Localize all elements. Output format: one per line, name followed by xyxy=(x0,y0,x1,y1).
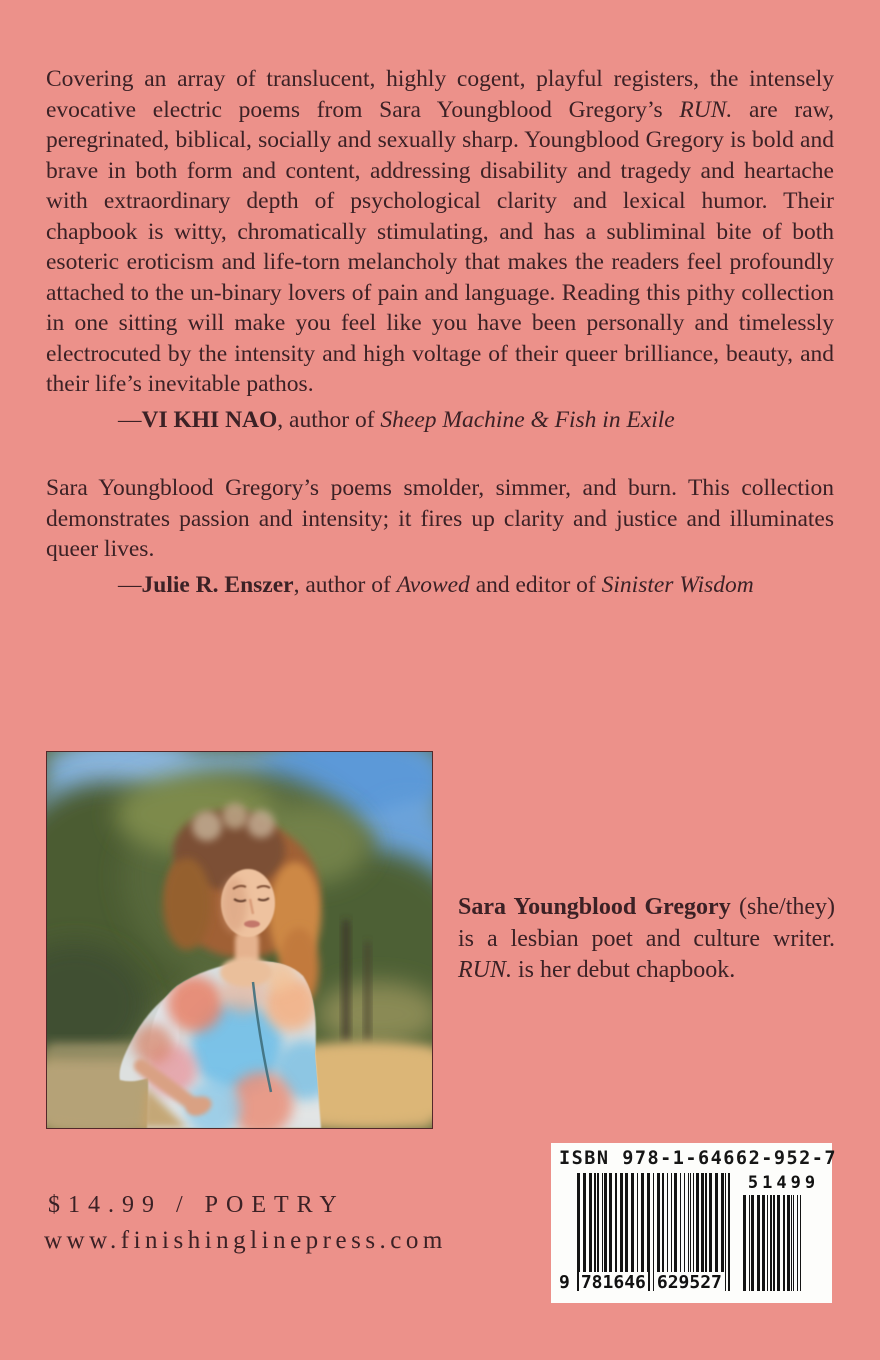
ean-group-1: 781646 xyxy=(580,1272,646,1293)
addon-bars xyxy=(743,1195,824,1291)
blurb-1: Covering an array of translucent, highly cogent, playful registers, the intensely evocative electric poems from Sara Youngblood Gregory’s RUN. are raw, peregrinated, biblical, socially and sexually sharp. Youngblood Gregory is bold and brave in both form and content, addressing disability and tragedy and heartache with extraordinary depth of psychological clarity and lexical humor. Their chapbook is witty, chromatically stimulating, and has a subliminal bite of both esoteric eroticism and life-torn melancholy that makes the readers feel profoundly attached to the un-binary lovers of pain and language. Reading this pithy collection in one sitting will make you feel like you have been personally and timelessly electrocuted by the intensity and high voltage of their queer brilliance, beauty, and their life’s inevitable pathos. xyxy=(46,66,834,397)
blurb-section xyxy=(46,64,834,600)
ean-digits xyxy=(559,1272,733,1293)
price-genre-label: $14.99 / POETRY xyxy=(48,1192,345,1218)
publisher-website: www.finishinglinepress.com xyxy=(44,1227,447,1254)
isbn-label: ISBN 978-1-64662-952-7 xyxy=(559,1148,838,1169)
ean-left-digit: 9 xyxy=(559,1272,570,1293)
ean-group-2: 629527 xyxy=(656,1272,722,1293)
blurb-1-attribution: —VI KHI NAO, author of Sheep Machine & Fish in Exile xyxy=(118,406,675,433)
blurb-2: Sara Youngblood Gregory’s poems smolder, simmer, and burn. This collection demonstrates passion and intensity; it fires up clarity and justice and illuminates queer lives. xyxy=(46,475,834,562)
author-bio: Sara Youngblood Gregory (she/they) is a lesbian poet and culture writer. RUN. is her debut chapbook. xyxy=(458,894,836,983)
author-photo xyxy=(46,751,433,1129)
blurb-2-attribution: —Julie R. Enszer, author of Avowed and editor of Sinister Wisdom xyxy=(118,571,754,598)
barcode-block xyxy=(551,1143,838,1303)
price-code: 51499 xyxy=(747,1173,820,1193)
ean-barcode xyxy=(559,1173,733,1291)
price-addon-barcode xyxy=(743,1173,824,1291)
